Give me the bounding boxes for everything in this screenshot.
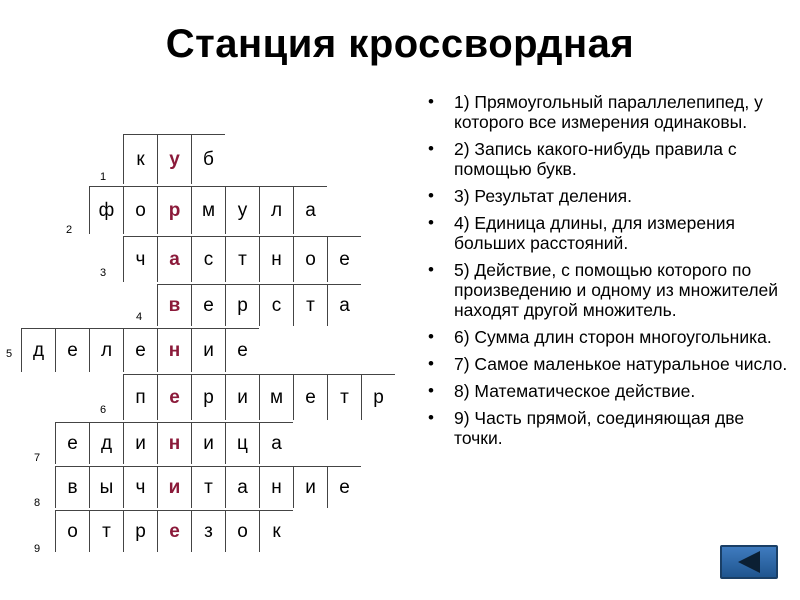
crossword-cell[interactable]: е bbox=[55, 422, 89, 464]
crossword-cell[interactable]: ч bbox=[123, 236, 157, 282]
clue-item: • 4) Единица длины, для измерения больших расстояний. bbox=[428, 213, 790, 253]
crossword-cell[interactable]: а bbox=[225, 466, 259, 508]
clue-item: • 3) Результат деления. bbox=[428, 186, 790, 206]
crossword-cell[interactable]: м bbox=[259, 374, 293, 420]
crossword-cell[interactable]: и bbox=[293, 466, 327, 508]
crossword-cell[interactable]: а bbox=[259, 422, 293, 464]
crossword-cell[interactable]: т bbox=[89, 510, 123, 552]
crossword-cell[interactable]: с bbox=[191, 236, 225, 282]
crossword-cell[interactable]: з bbox=[191, 510, 225, 552]
crossword-cell[interactable]: б bbox=[191, 134, 225, 184]
crossword-cell[interactable]: е bbox=[293, 374, 327, 420]
crossword-cell[interactable]: ц bbox=[225, 422, 259, 464]
crossword-cell[interactable]: с bbox=[259, 284, 293, 326]
keyword-cell[interactable]: и bbox=[157, 466, 191, 508]
back-button[interactable] bbox=[720, 545, 778, 579]
row-number: 6 bbox=[100, 404, 107, 416]
crossword-cell[interactable]: д bbox=[89, 422, 123, 464]
crossword-cell[interactable]: е bbox=[55, 328, 89, 372]
crossword-cell[interactable]: н bbox=[259, 236, 293, 282]
row-number: 4 bbox=[136, 311, 143, 323]
crossword-cell[interactable]: е bbox=[225, 328, 259, 372]
crossword-cell[interactable]: т bbox=[225, 236, 259, 282]
back-arrow-icon bbox=[738, 551, 760, 573]
crossword-cell[interactable]: р bbox=[191, 374, 225, 420]
crossword-cell[interactable]: т bbox=[191, 466, 225, 508]
crossword-cell[interactable]: т bbox=[327, 374, 361, 420]
crossword-cell[interactable]: о bbox=[293, 236, 327, 282]
row-number: 3 bbox=[100, 267, 107, 279]
crossword-cell[interactable]: о bbox=[123, 186, 157, 234]
keyword-cell[interactable]: в bbox=[157, 284, 191, 326]
row-number: 5 bbox=[6, 348, 13, 360]
crossword-cell[interactable]: о bbox=[55, 510, 89, 552]
crossword-cell[interactable]: а bbox=[293, 186, 327, 234]
crossword-cell[interactable]: е bbox=[123, 328, 157, 372]
crossword-cell[interactable]: м bbox=[191, 186, 225, 234]
crossword-cell[interactable]: е bbox=[327, 236, 361, 282]
clue-item: • 6) Сумма длин сторон многоугольника. bbox=[428, 327, 790, 347]
crossword-cell[interactable]: и bbox=[191, 328, 225, 372]
crossword-cell[interactable]: е bbox=[327, 466, 361, 508]
crossword-cell[interactable]: и bbox=[225, 374, 259, 420]
row-number: 1 bbox=[100, 171, 107, 183]
crossword-cell[interactable]: т bbox=[293, 284, 327, 326]
crossword-cell[interactable]: о bbox=[225, 510, 259, 552]
clue-item: • 5) Действие, с помощью которого по произведению и одному из множителей находят другой множитель. bbox=[428, 260, 790, 320]
crossword-cell[interactable]: у bbox=[225, 186, 259, 234]
crossword-cell[interactable]: н bbox=[259, 466, 293, 508]
crossword-cell[interactable]: и bbox=[191, 422, 225, 464]
crossword-cell[interactable]: к bbox=[259, 510, 293, 552]
keyword-cell[interactable]: н bbox=[157, 328, 191, 372]
row-number: 8 bbox=[34, 497, 41, 509]
keyword-cell[interactable]: е bbox=[157, 510, 191, 552]
keyword-cell[interactable]: е bbox=[157, 374, 191, 420]
keyword-cell[interactable]: а bbox=[157, 236, 191, 282]
keyword-cell[interactable]: р bbox=[157, 186, 191, 234]
crossword-cell[interactable]: л bbox=[259, 186, 293, 234]
crossword-cell[interactable]: д bbox=[21, 328, 55, 372]
row-number: 9 bbox=[34, 543, 41, 555]
crossword-cell[interactable]: р bbox=[123, 510, 157, 552]
clue-item: • 9) Часть прямой, соединяющая две точки. bbox=[428, 408, 790, 448]
crossword-cell[interactable]: в bbox=[55, 466, 89, 508]
crossword-cell[interactable]: р bbox=[361, 374, 395, 420]
clue-list bbox=[428, 92, 790, 455]
keyword-cell[interactable]: у bbox=[157, 134, 191, 184]
clue-item: • 1) Прямоугольный параллелепипед, у которого все измерения одинаковы. bbox=[428, 92, 790, 132]
keyword-cell[interactable]: н bbox=[157, 422, 191, 464]
clue-item: • 7) Самое маленькое натуральное число. bbox=[428, 354, 790, 374]
row-number: 7 bbox=[34, 452, 41, 464]
page-title: Станция кроссвордная bbox=[165, 22, 635, 66]
crossword-cell[interactable]: е bbox=[191, 284, 225, 326]
crossword-cell[interactable]: к bbox=[123, 134, 157, 184]
crossword-cell[interactable]: р bbox=[225, 284, 259, 326]
crossword-cell[interactable]: ы bbox=[89, 466, 123, 508]
clue-item: • 2) Запись какого-нибудь правила с помощью букв. bbox=[428, 139, 790, 179]
crossword-cell[interactable]: ч bbox=[123, 466, 157, 508]
crossword-cell[interactable]: а bbox=[327, 284, 361, 326]
crossword-cell[interactable]: и bbox=[123, 422, 157, 464]
crossword-cell[interactable]: п bbox=[123, 374, 157, 420]
crossword-cell[interactable]: ф bbox=[89, 186, 123, 234]
row-number: 2 bbox=[66, 224, 73, 236]
clue-item: • 8) Математическое действие. bbox=[428, 381, 790, 401]
crossword-cell[interactable]: л bbox=[89, 328, 123, 372]
